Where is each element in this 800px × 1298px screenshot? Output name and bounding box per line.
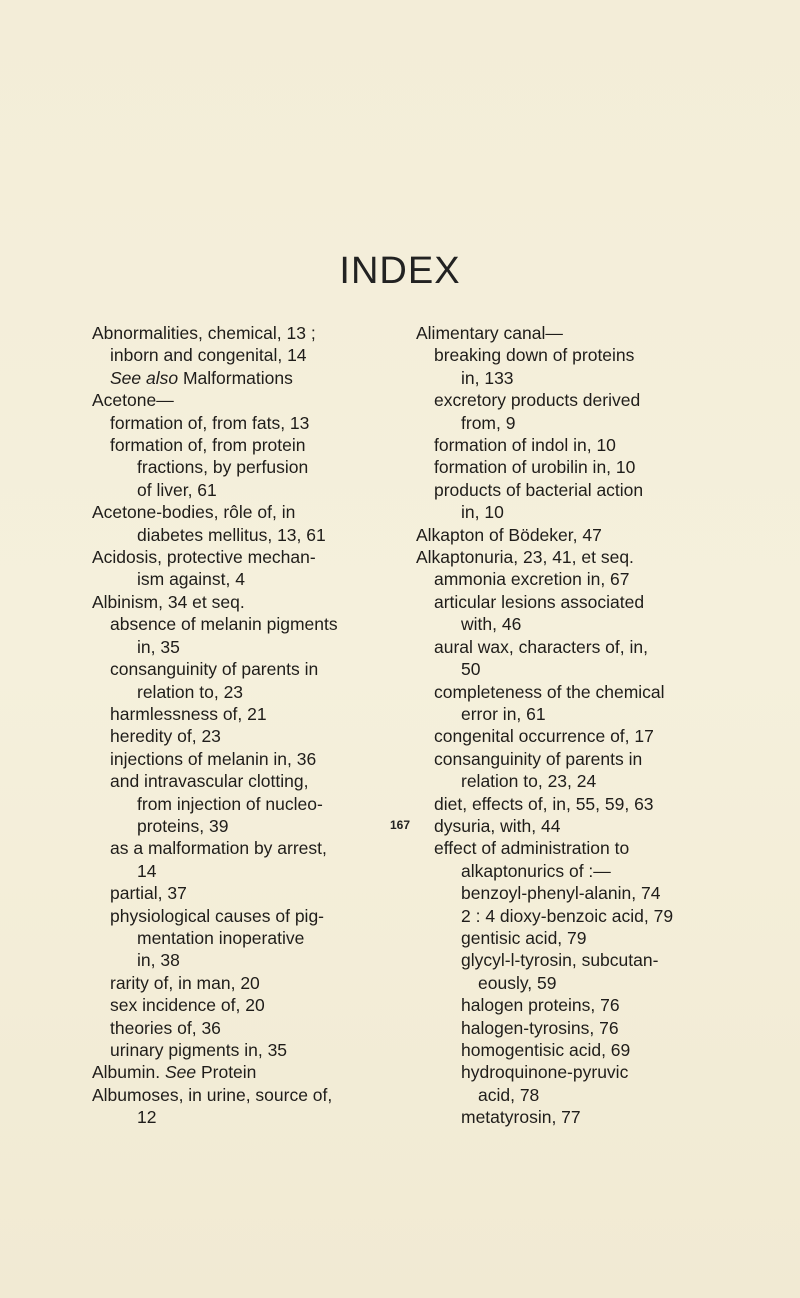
index-heading: [92, 322, 392, 344]
index-subentry: [416, 725, 718, 747]
index-text: formation of, from protein: [110, 435, 306, 456]
index-text: benzoyl-phenyl-alanin, 74: [461, 883, 661, 904]
index-text: urinary pigments in, 35: [110, 1040, 288, 1060]
index-text: 12: [137, 1107, 157, 1128]
index-subentry: [92, 770, 392, 792]
index-text: in, 38: [137, 950, 180, 971]
index-subentry: [416, 837, 718, 859]
index-subentry: [416, 479, 718, 501]
index-text: partial, 37: [110, 883, 187, 904]
cross-reference-label: See also: [110, 367, 179, 388]
index-subentry: [92, 658, 392, 680]
index-text: Alkaptonuria, 23, 41, et seq.: [416, 547, 634, 568]
index-text: from, 9: [461, 412, 516, 433]
index-text: ammonia excretion in, 67: [434, 569, 630, 590]
index-subentry: [416, 681, 718, 703]
index-subentry: [416, 434, 718, 456]
index-text: Acidosis, protective mechan-: [92, 547, 316, 568]
index-subentry: [416, 456, 718, 478]
index-text: theories of, 36: [110, 1017, 221, 1038]
index-subentry: [92, 412, 392, 434]
index-text: error in, 61: [461, 703, 546, 724]
page-title: INDEX: [339, 250, 461, 292]
index-text: homogentisic acid, 69: [461, 1040, 631, 1060]
index-subentry: [416, 389, 718, 411]
index-text: as a malformation by arrest,: [110, 838, 327, 859]
index-text: breaking down of proteins: [434, 345, 635, 366]
index-subentry: [92, 748, 392, 770]
index-text: Alimentary canal—: [416, 323, 563, 343]
index-heading: [416, 524, 718, 546]
index-text: rarity of, in man, 20: [110, 972, 260, 993]
index-text: and intravascular clotting,: [110, 771, 309, 792]
index-subentry: [92, 972, 392, 994]
index-text: with, 46: [461, 614, 522, 635]
index-text: dysuria, with, 44: [434, 815, 561, 836]
index-subentry: [416, 994, 718, 1016]
index-text: of liver, 61: [137, 479, 217, 500]
index-text: 2 : 4 dioxy-benzoic acid, 79: [461, 905, 674, 926]
index-text: Albinism, 34 et seq.: [92, 591, 245, 612]
index-text: formation of, from fats, 13: [110, 412, 310, 433]
index-text: congenital occurrence of, 17: [434, 726, 654, 747]
index-text: Alkapton of Bödeker, 47: [416, 524, 602, 545]
index-subentry: [92, 681, 392, 703]
index-heading: [92, 1084, 392, 1106]
index-subentry: [92, 344, 392, 366]
index-subentry: [416, 748, 718, 770]
index-heading: [92, 591, 392, 613]
index-text: physiological causes of pig-: [110, 905, 325, 926]
index-subentry: [92, 905, 392, 927]
index-text: completeness of the chemical: [434, 681, 665, 702]
index-column-right: [416, 322, 718, 1129]
cross-reference-label: See: [164, 1062, 197, 1083]
index-text: Albumoses, in urine, source of,: [92, 1084, 333, 1105]
index-subentry: [416, 1061, 718, 1083]
index-subentry: [92, 456, 392, 478]
index-heading: [92, 389, 392, 411]
index-text: products of bacterial action: [434, 479, 644, 500]
index-subentry: [92, 613, 392, 635]
index-text: alkaptonurics of :—: [461, 860, 611, 881]
index-text: fractions, by perfusion: [137, 457, 309, 478]
index-text: injections of melanin in, 36: [110, 748, 317, 769]
index-text: halogen proteins, 76: [461, 995, 620, 1016]
index-text: mentation inoperative: [137, 927, 305, 948]
index-heading: [92, 546, 392, 568]
index-text: relation to, 23, 24: [461, 771, 597, 792]
index-text: harmlessness of, 21: [110, 703, 267, 724]
index-subentry: [92, 725, 392, 747]
index-subentry: [92, 1039, 392, 1061]
index-subentry: [92, 524, 392, 546]
index-text: Protein: [196, 1062, 257, 1083]
index-column-left: [92, 322, 392, 1129]
index-subentry: [92, 479, 392, 501]
index-text: gentisic acid, 79: [461, 927, 587, 948]
index-text: 14: [137, 860, 157, 881]
index-text: inborn and congenital, 14: [110, 345, 307, 366]
index-text: in, 10: [461, 502, 504, 523]
index-subentry: [416, 949, 718, 971]
index-subentry: [92, 1106, 392, 1128]
index-subentry: [416, 613, 718, 635]
index-subentry: [416, 860, 718, 882]
index-text: formation of urobilin in, 10: [434, 457, 636, 478]
index-text: relation to, 23: [137, 681, 244, 702]
index-text: excretory products derived: [434, 390, 641, 411]
index-subentry: [416, 770, 718, 792]
index-text: glycyl-l-tyrosin, subcutan-: [461, 950, 659, 971]
index-text: Acetone-bodies, rôle of, in: [92, 502, 296, 523]
index-subentry: [92, 994, 392, 1016]
index-text: Albumin.: [92, 1062, 165, 1083]
index-text: ism against, 4: [137, 569, 245, 590]
index-subentry: [416, 905, 718, 927]
index-subentry: [92, 434, 392, 456]
index-subentry: [416, 636, 718, 658]
index-subentry: [416, 927, 718, 949]
index-text: from injection of nucleo-: [137, 793, 323, 814]
index-subentry: [92, 927, 392, 949]
index-subentry: [416, 344, 718, 366]
index-subentry: [416, 882, 718, 904]
index-subentry: [416, 1106, 718, 1128]
index-subentry: [416, 972, 718, 994]
page-number: 167: [389, 818, 411, 832]
index-text: diabetes mellitus, 13, 61: [137, 524, 326, 545]
index-text: eously, 59: [478, 972, 557, 993]
index-text: Malformations: [178, 367, 293, 388]
index-subentry: [92, 367, 392, 389]
index-text: consanguinity of parents in: [434, 748, 643, 769]
index-subentry: [92, 882, 392, 904]
index-subentry: [416, 658, 718, 680]
index-text: Acetone—: [92, 390, 174, 411]
index-text: absence of melanin pigments: [110, 614, 338, 635]
index-subentry: [416, 568, 718, 590]
index-text: metatyrosin, 77: [461, 1107, 581, 1128]
index-subentry: [416, 367, 718, 389]
index-text: sex incidence of, 20: [110, 995, 265, 1016]
index-subentry: [416, 591, 718, 613]
index-text: formation of indol in, 10: [434, 435, 616, 456]
index-subentry: [416, 793, 718, 815]
index-text: heredity of, 23: [110, 726, 221, 747]
index-text: acid, 78: [478, 1084, 540, 1105]
index-subentry: [416, 1017, 718, 1039]
index-text: Abnormalities, chemical, 13 ;: [92, 323, 316, 343]
index-subentry: [416, 501, 718, 523]
index-subentry: [92, 949, 392, 971]
index-subentry: [416, 412, 718, 434]
index-subentry: [92, 837, 392, 859]
index-heading: [92, 1061, 392, 1083]
index-heading: [92, 501, 392, 523]
index-text: aural wax, characters of, in,: [434, 636, 648, 657]
index-subentry: [92, 860, 392, 882]
index-subentry: [416, 1039, 718, 1061]
index-text: halogen-tyrosins, 76: [461, 1017, 619, 1038]
index-subentry: [416, 1084, 718, 1106]
index-text: hydroquinone-pyruvic: [461, 1062, 629, 1083]
index-text: diet, effects of, in, 55, 59, 63: [434, 793, 654, 814]
index-subentry: [92, 636, 392, 658]
index-text: consanguinity of parents in: [110, 659, 319, 680]
index-heading: [416, 322, 718, 344]
index-text: 50: [461, 659, 481, 680]
index-text: articular lesions associated: [434, 591, 645, 612]
index-text: proteins, 39: [137, 815, 229, 836]
index-subentry: [92, 568, 392, 590]
index-subentry: [92, 703, 392, 725]
index-heading: [416, 546, 718, 568]
index-text: in, 133: [461, 367, 514, 388]
index-subentry: [92, 1017, 392, 1039]
index-subentry: [92, 793, 392, 815]
index-text: in, 35: [137, 636, 180, 657]
index-text: effect of administration to: [434, 838, 630, 859]
index-subentry: [416, 703, 718, 725]
